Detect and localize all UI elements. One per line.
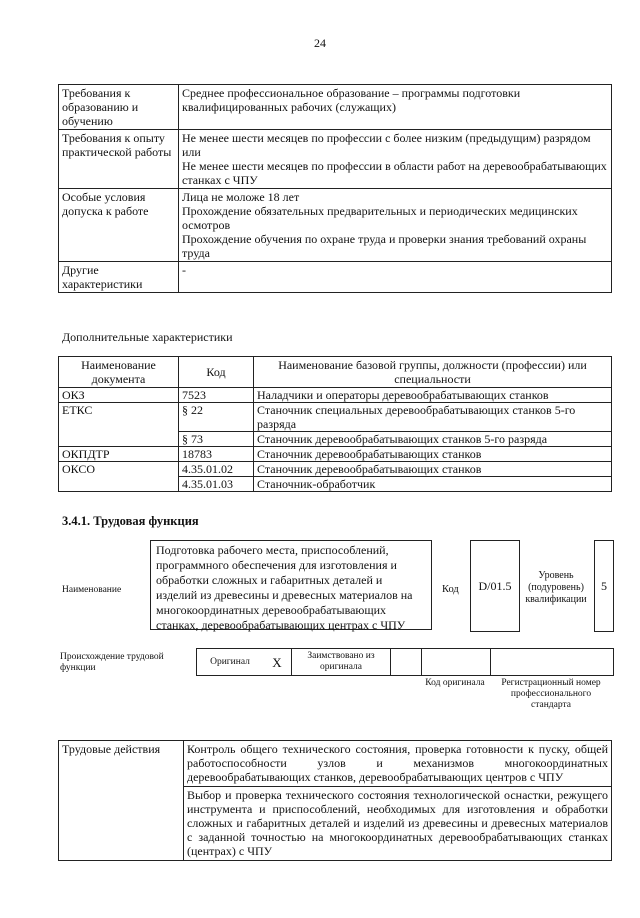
- actions-table: [58, 740, 612, 861]
- value-line: Не менее шести месяцев по профессии в области работ на деревообрабатывающих станках с ЧПУ: [182, 159, 607, 187]
- cell-name: Станочник-обработчик: [254, 477, 612, 492]
- table-row: [59, 85, 612, 130]
- value-line: -: [182, 263, 186, 277]
- row-label: Особые условия допуска к работе: [59, 189, 179, 262]
- function-code-text: D/01.5: [478, 579, 512, 593]
- requirements-table: [58, 84, 612, 293]
- cell-name: Станочник деревообрабатывающих станков: [254, 447, 612, 462]
- caption-reg: Регистрационный номер профессионального стандарта: [501, 678, 601, 710]
- row-label: Требования к образованию и обучению: [59, 85, 179, 130]
- cell-doc: ЕТКС: [59, 403, 179, 447]
- original-code-cell: [422, 649, 491, 676]
- cell-code: 4.35.01.03: [179, 477, 254, 492]
- cell-name: Станочник деревообрабатывающих станков 5-го разряда: [254, 432, 612, 447]
- row-value: [179, 262, 612, 293]
- additional-table: [58, 356, 612, 492]
- cell-name: Станочник специальных деревообрабатывающих станков 5-го разряда: [254, 403, 612, 432]
- cell-code: § 22: [179, 403, 254, 432]
- row-value: [179, 130, 612, 189]
- action-item: Выбор и проверка технического состояния технологической оснастки, режущего инструмента и приспособлений, необходимых для изготовления и обработки сложных и габаритных деталей и изделий из древесины и древесных материалов с заданной точностью на многокоординатных деревообрабатывающих станках (центрах) с ЧПУ: [184, 786, 612, 860]
- table-row: [59, 189, 612, 262]
- value-line: Среднее профессиональное образование – программы подготовки квалифицированных рабочих (служащих): [182, 86, 521, 114]
- cell-name: Наладчики и операторы деревообрабатывающих станков: [254, 388, 612, 403]
- cell-doc: ОКПДТР: [59, 447, 179, 462]
- action-item: Контроль общего технического состояния, проверка готовности к пуску, общей работоспособности узлов и механизмов многокоординатных деревообрабатывающих станков, деревообрабатывающих центров с ЧПУ: [184, 741, 612, 787]
- empty-cell: [391, 649, 422, 676]
- table-row: [197, 649, 614, 676]
- borrowed-label: Заимствовано из оригинала: [292, 649, 391, 676]
- function-code: [470, 540, 520, 632]
- table-header-row: [59, 357, 612, 388]
- caption-code: Код оригинала: [425, 678, 485, 688]
- value-line: Лица не моложе 18 лет: [182, 190, 300, 204]
- page-number: 24: [314, 36, 326, 50]
- actions-label: Трудовые действия: [59, 741, 184, 861]
- value-line: или: [182, 145, 201, 159]
- origin-table: [196, 648, 614, 676]
- function-name: Подготовка рабочего места, приспособлений, программного обеспечения для изготовления и обработки сложных и габаритных деталей и изделий из древесины и древесных материалов на многокоординатных деревообрабатывающих станках, деревообрабатывающих центрах с ЧПУ: [150, 540, 432, 630]
- value-line: Прохождение обязательных предварительных и периодических медицинских осмотров: [182, 204, 578, 232]
- table-row: [59, 447, 612, 462]
- level-label: Уровень (подуровень) квалификации: [525, 570, 587, 605]
- cell-code: 4.35.01.02: [179, 462, 254, 477]
- row-label: Требования к опыту практической работы: [59, 130, 179, 189]
- section-title: 3.4.1. Трудовая функция: [62, 514, 199, 528]
- additional-title: Дополнительные характеристики: [62, 330, 233, 344]
- code-label: Код: [442, 584, 459, 595]
- level-value: [594, 540, 614, 632]
- original-mark: X: [263, 649, 292, 676]
- row-label: Другие характеристики: [59, 262, 179, 293]
- row-value: [179, 85, 612, 130]
- level-value-text: 5: [601, 579, 607, 593]
- name-label: Наименование: [62, 585, 122, 595]
- reg-number-cell: [491, 649, 614, 676]
- value-line: Не менее шести месяцев по профессии с более низким (предыдущим) разрядом: [182, 131, 591, 145]
- table-row: [59, 462, 612, 477]
- header-doc: Наименование документа: [59, 357, 179, 388]
- cell-doc: ОКЗ: [59, 388, 179, 403]
- header-code: Код: [179, 357, 254, 388]
- origin-label: Происхождение трудовой функции: [60, 652, 164, 673]
- original-label: Оригинал: [197, 649, 264, 676]
- table-row: [59, 130, 612, 189]
- value-line: Прохождение обучения по охране труда и проверки знания требований охраны труда: [182, 232, 587, 260]
- cell-doc: ОКСО: [59, 462, 179, 492]
- table-row: [59, 403, 612, 432]
- header-name: Наименование базовой группы, должности (профессии) или специальности: [254, 357, 612, 388]
- cell-code: 18783: [179, 447, 254, 462]
- table-row: [59, 262, 612, 293]
- row-value: [179, 189, 612, 262]
- cell-name: Станочник деревообрабатывающих станков: [254, 462, 612, 477]
- cell-code: § 73: [179, 432, 254, 447]
- table-row: [59, 741, 612, 787]
- table-row: [59, 388, 612, 403]
- cell-code: 7523: [179, 388, 254, 403]
